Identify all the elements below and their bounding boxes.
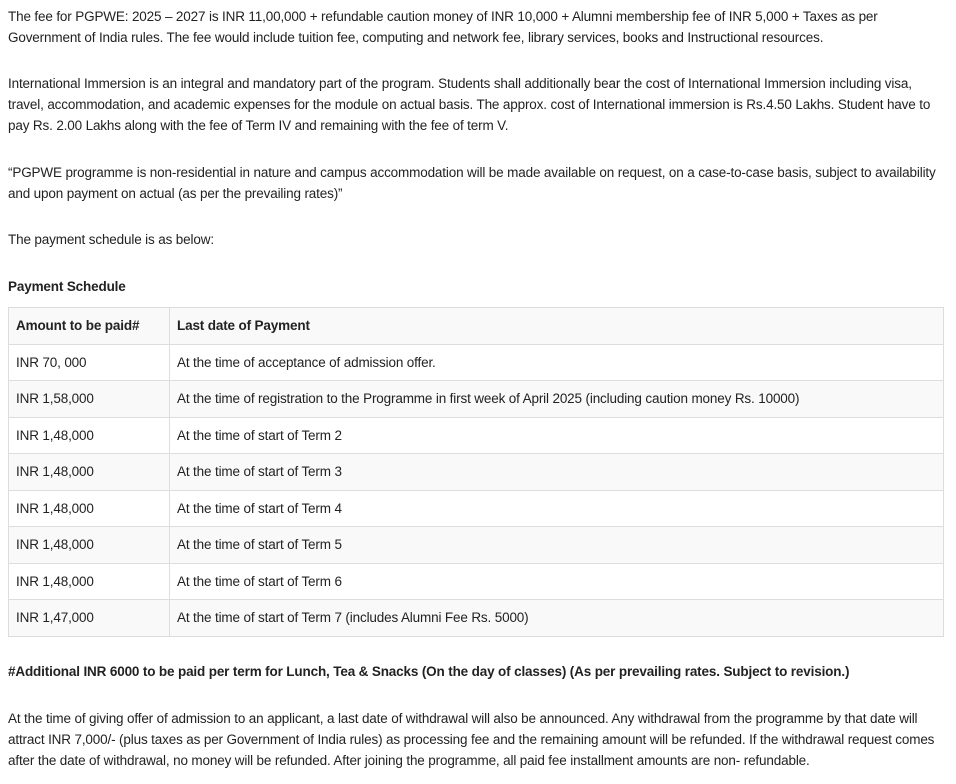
- amount-cell: INR 1,58,000: [9, 381, 170, 418]
- table-row: [9, 417, 944, 454]
- table-row: [9, 381, 944, 418]
- schedule-intro-paragraph: The payment schedule is as below:: [8, 232, 214, 247]
- withdrawal-paragraph: At the time of giving offer of admission to an applicant, a last date of withdrawal will also be announced. Any withdrawal from the programme by that date will attract INR 7,000/- (plus taxes as per Government of India rules) as processing fee and the remaining amount will be refunded. If the withdrawal request comes after the date of withdrawal, no money will be refunded. After joining the programme, all paid fee installment amounts are non- refundable.: [8, 711, 935, 768]
- date-cell: At the time of start of Term 3: [170, 454, 944, 491]
- amount-cell: INR 1,47,000: [9, 600, 170, 637]
- table-header-row: [9, 308, 944, 345]
- additional-charges-note: #Additional INR 6000 to be paid per term for Lunch, Tea & Snacks (On the day of classes) (As per prevailing rates. Subject to revision.): [8, 664, 850, 679]
- amount-cell: INR 1,48,000: [9, 490, 170, 527]
- date-cell: At the time of start of Term 5: [170, 527, 944, 564]
- table-row: [9, 527, 944, 564]
- amount-cell: INR 1,48,000: [9, 454, 170, 491]
- date-cell: At the time of start of Term 4: [170, 490, 944, 527]
- immersion-paragraph: International Immersion is an integral and mandatory part of the program. Students shall additionally bear the cost of International Immersion including visa, travel, accommodation, and academic expenses for the module on actual basis. The approx. cost of International immersion is Rs.4.50 Lakhs. Student have to pay Rs. 2.00 Lakhs along with the fee of Term IV and remaining with the fee of term V.: [8, 76, 931, 133]
- amount-column-header: Amount to be paid#: [9, 308, 170, 345]
- amount-cell: INR 1,48,000: [9, 563, 170, 600]
- date-column-header: Last date of Payment: [170, 308, 944, 345]
- date-cell: At the time of start of Term 7 (includes Alumni Fee Rs. 5000): [170, 600, 944, 637]
- date-cell: At the time of start of Term 2: [170, 417, 944, 454]
- amount-cell: INR 1,48,000: [9, 417, 170, 454]
- fee-intro-paragraph: The fee for PGPWE: 2025 – 2027 is INR 11,00,000 + refundable caution money of INR 10,000 + Alumni membership fee of INR 5,000 + Taxes as per Government of India rules. The fee would include tuition fee, computing and network fee, library services, books and Instructional resources.: [8, 9, 878, 45]
- table-row: [9, 454, 944, 491]
- table-row: [9, 563, 944, 600]
- amount-cell: INR 1,48,000: [9, 527, 170, 564]
- residential-paragraph: “PGPWE programme is non-residential in nature and campus accommodation will be made available on request, on a case-to-case basis, subject to availability and upon payment on actual (as per the prevailing rates)”: [8, 165, 936, 201]
- date-cell: At the time of start of Term 6: [170, 563, 944, 600]
- date-cell: At the time of registration to the Programme in first week of April 2025 (including caution money Rs. 10000): [170, 381, 944, 418]
- payment-schedule-heading: Payment Schedule: [8, 279, 126, 294]
- table-row: [9, 490, 944, 527]
- payment-schedule-table: [8, 307, 944, 637]
- date-cell: At the time of acceptance of admission offer.: [170, 344, 944, 381]
- amount-cell: INR 70, 000: [9, 344, 170, 381]
- table-row: [9, 600, 944, 637]
- table-row: [9, 344, 944, 381]
